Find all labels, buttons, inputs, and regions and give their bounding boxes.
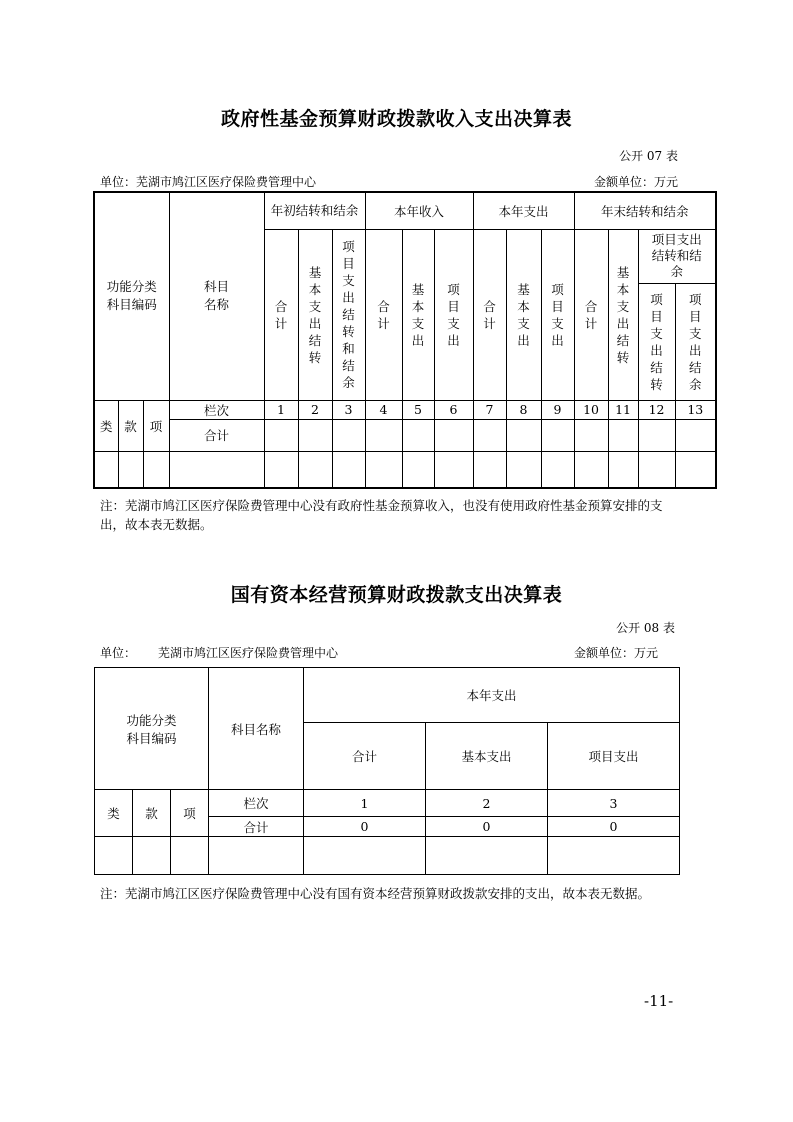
table07-cell bbox=[264, 419, 298, 451]
table08-lanci-value: 3 bbox=[548, 790, 680, 817]
table07-cell bbox=[574, 451, 608, 488]
table07-xiang: 项 bbox=[143, 400, 169, 451]
table08-col-total: 合计 bbox=[304, 723, 426, 790]
table07-cell bbox=[264, 451, 298, 488]
page-number: -11- bbox=[644, 992, 674, 1010]
table08-cell bbox=[133, 837, 171, 875]
table07-cell bbox=[365, 419, 402, 451]
table07-expense-project: 项目支出 bbox=[541, 229, 574, 400]
table07-col-num: 4 bbox=[365, 400, 402, 419]
table07-cell bbox=[143, 451, 169, 488]
table07-closing-total: 合计 bbox=[574, 229, 608, 400]
table08-heji-label: 合计 bbox=[209, 817, 304, 837]
table07-cell bbox=[332, 419, 365, 451]
table07-group-closing: 年末结转和结余 bbox=[574, 192, 716, 229]
table07-cell bbox=[118, 451, 143, 488]
table07-head-name: 科目名称 bbox=[169, 192, 264, 400]
table07-col-num: 12 bbox=[638, 400, 675, 419]
table08-col-basic: 基本支出 bbox=[426, 723, 548, 790]
table08-col-project: 项目支出 bbox=[548, 723, 680, 790]
table07-closing-project-carry: 项目支出结转 bbox=[638, 283, 675, 400]
table07-cell bbox=[298, 419, 332, 451]
table07-col-num: 5 bbox=[402, 400, 434, 419]
table08-title: 国有资本经营预算财政拨款支出决算表 bbox=[230, 584, 563, 606]
table07-cell bbox=[506, 419, 541, 451]
table07-col-num: 13 bbox=[675, 400, 716, 419]
table07-closing-basic: 基本支出结转 bbox=[608, 229, 638, 400]
table08-heji-value: 0 bbox=[426, 817, 548, 837]
table07 bbox=[93, 191, 717, 489]
table08-amount-unit: 金额单位：万元 bbox=[573, 646, 658, 660]
table08-cell bbox=[548, 837, 680, 875]
table07-income-basic: 基本支出 bbox=[402, 229, 434, 400]
table08-note: 注：芜湖市鸠江区医疗保险费管理中心没有国有资本经营预算财政拨款安排的支出，故本表无数据。 bbox=[100, 886, 651, 901]
table07-cell bbox=[541, 451, 574, 488]
table07-col-num: 9 bbox=[541, 400, 574, 419]
table07-cell bbox=[638, 419, 675, 451]
table08 bbox=[94, 667, 680, 875]
table08-lanci-value: 2 bbox=[426, 790, 548, 817]
table08-unit-value: 芜湖市鸠江区医疗保险费管理中心 bbox=[158, 646, 339, 660]
table07-cell bbox=[675, 451, 716, 488]
table07-col-num: 8 bbox=[506, 400, 541, 419]
table07-expense-basic: 基本支出 bbox=[506, 229, 541, 400]
table08-xiang: 项 bbox=[171, 790, 209, 837]
table07-unit: 单位：芜湖市鸠江区医疗保险费管理中心 bbox=[100, 175, 317, 189]
table07-cell bbox=[541, 419, 574, 451]
table08-head-expense: 本年支出 bbox=[304, 668, 680, 723]
table07-cell bbox=[169, 451, 264, 488]
table07-closing-project-balance: 项目支出结余 bbox=[675, 283, 716, 400]
table07-col-num: 11 bbox=[608, 400, 638, 419]
table07-group-income: 本年收入 bbox=[365, 192, 473, 229]
table07-col-num: 3 bbox=[332, 400, 365, 419]
table07-cell bbox=[473, 451, 506, 488]
table07-group-opening: 年初结转和结余 bbox=[264, 192, 365, 229]
table07-cell bbox=[402, 419, 434, 451]
table08-kuan: 款 bbox=[133, 790, 171, 837]
table07-opening-project: 项目支出结转和结余 bbox=[332, 229, 365, 400]
table07-income-project: 项目支出 bbox=[434, 229, 473, 400]
table07-col-num: 1 bbox=[264, 400, 298, 419]
table07-opening-basic: 基本支出结转 bbox=[298, 229, 332, 400]
table08-cell bbox=[304, 837, 426, 875]
table07-code: 公开 07 表 bbox=[619, 149, 678, 163]
table08-head-func: 功能分类 科目编码 bbox=[95, 668, 209, 790]
table07-cell bbox=[574, 419, 608, 451]
table07-cell bbox=[434, 419, 473, 451]
table08-lanci-label: 栏次 bbox=[209, 790, 304, 817]
table08-cell bbox=[426, 837, 548, 875]
table07-cell bbox=[608, 419, 638, 451]
table07-cell bbox=[298, 451, 332, 488]
table08-head-name: 科目名称 bbox=[209, 668, 304, 790]
table07-title: 政府性基金预算财政拨款收入支出决算表 bbox=[220, 108, 572, 130]
table07-cell bbox=[675, 419, 716, 451]
table07-cell bbox=[506, 451, 541, 488]
table07-cell bbox=[638, 451, 675, 488]
table07-income-total: 合计 bbox=[365, 229, 402, 400]
table07-cell bbox=[402, 451, 434, 488]
table07-kuan: 款 bbox=[118, 400, 143, 451]
table08-cell bbox=[95, 837, 133, 875]
table07-cell bbox=[332, 451, 365, 488]
table07-opening-total: 合计 bbox=[264, 229, 298, 400]
table07-cell bbox=[473, 419, 506, 451]
table07-head-func: 功能分类科目编码 bbox=[94, 192, 169, 400]
table07-cell bbox=[608, 451, 638, 488]
table07-col-num: 6 bbox=[434, 400, 473, 419]
table07-col-num: 10 bbox=[574, 400, 608, 419]
table07-lanci-label: 栏次 bbox=[169, 400, 264, 419]
table07-cell bbox=[94, 451, 118, 488]
table07-closing-project-group: 项目支出结转和结余 bbox=[638, 229, 716, 283]
table08-cell bbox=[171, 837, 209, 875]
table08-heji-value: 0 bbox=[304, 817, 426, 837]
table08-lanci-value: 1 bbox=[304, 790, 426, 817]
table08-heji-value: 0 bbox=[548, 817, 680, 837]
table07-heji-label: 合计 bbox=[169, 419, 264, 451]
table08-unit-label: 单位： bbox=[100, 646, 137, 660]
table07-expense-total: 合计 bbox=[473, 229, 506, 400]
table08-code: 公开 08 表 bbox=[616, 621, 675, 635]
table07-col-num: 7 bbox=[473, 400, 506, 419]
table08-lei: 类 bbox=[95, 790, 133, 837]
table07-cell bbox=[365, 451, 402, 488]
table07-col-num: 2 bbox=[298, 400, 332, 419]
table07-amount-unit: 金额单位：万元 bbox=[593, 175, 678, 189]
table07-lei: 类 bbox=[94, 400, 118, 451]
table07-cell bbox=[434, 451, 473, 488]
table08-cell bbox=[209, 837, 304, 875]
table07-note: 注：芜湖市鸠江区医疗保险费管理中心没有政府性基金预算收入，也没有使用政府性基金预算安排的支出，故本表无数据。 bbox=[100, 498, 663, 532]
table07-group-expense: 本年支出 bbox=[473, 192, 574, 229]
